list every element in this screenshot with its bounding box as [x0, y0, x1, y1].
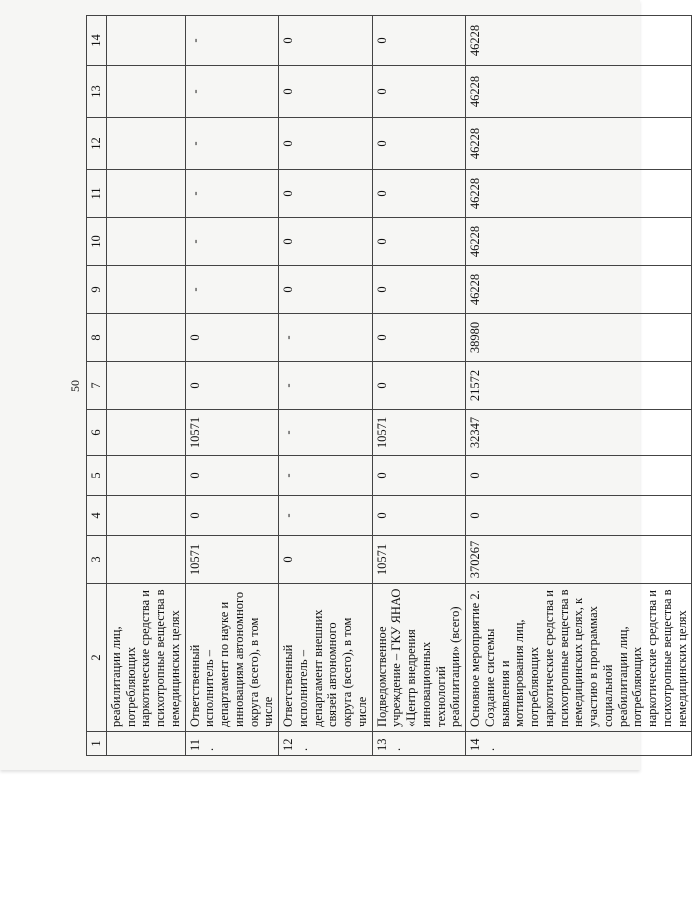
table-row: [466, 16, 692, 756]
table-cell: 0: [185, 496, 279, 536]
table-cell: 10571: [372, 536, 466, 584]
table-cell: 0: [372, 118, 466, 170]
table-cell: 0: [372, 314, 466, 362]
table-cell: 0: [185, 362, 279, 410]
row-name: реабилитации лиц, потребляющих наркотические средства и психотропные вещества в немедицинских целях: [106, 584, 185, 732]
table-cell: 0: [279, 118, 373, 170]
table-cell: [106, 16, 185, 66]
table-cell: 0: [372, 266, 466, 314]
col-header: 7: [87, 362, 107, 410]
table-cell: -: [279, 496, 373, 536]
table-cell: 38980: [466, 314, 692, 362]
table-cell: 0: [279, 536, 373, 584]
table-cell: 46228: [466, 266, 692, 314]
table-cell: 0: [185, 456, 279, 496]
table-row: [185, 16, 279, 756]
table-cell: 370267: [466, 536, 692, 584]
table-cell: 32347: [466, 410, 692, 456]
table-cell: -: [185, 66, 279, 118]
col-header: 10: [87, 218, 107, 266]
table-row: [106, 16, 185, 756]
table-cell: [106, 496, 185, 536]
table-row: [372, 16, 466, 756]
table-cell: -: [185, 218, 279, 266]
table-cell: [106, 266, 185, 314]
table-cell: 0: [279, 170, 373, 218]
table-cell: 0: [279, 218, 373, 266]
table-cell: [106, 170, 185, 218]
table-cell: -: [185, 118, 279, 170]
table-cell: [106, 218, 185, 266]
table-cell: 0: [185, 314, 279, 362]
table-cell: 0: [279, 66, 373, 118]
budget-table: [86, 15, 692, 756]
table-cell: [106, 66, 185, 118]
col-header: 5: [87, 456, 107, 496]
table-cell: [106, 536, 185, 584]
col-header: 2: [87, 584, 107, 732]
table-cell: 0: [372, 66, 466, 118]
table-cell: 46228: [466, 66, 692, 118]
table-cell: [106, 456, 185, 496]
table-cell: 0: [466, 456, 692, 496]
table-cell: 0: [372, 170, 466, 218]
table-cell: 21572: [466, 362, 692, 410]
table-cell: 46228: [466, 218, 692, 266]
row-name: Ответственный исполнитель – департамент внешних связей автономного округа (всего), в том числе: [279, 584, 373, 732]
col-header: 14: [87, 16, 107, 66]
row-name: Подведомственное учреждение – ГКУ ЯНАО «Центр внедрения инновационных технологий реабилитации» (всего): [372, 584, 466, 732]
table-cell: 0: [466, 496, 692, 536]
header-row: [87, 16, 107, 756]
col-header: 8: [87, 314, 107, 362]
table-cell: 0: [372, 218, 466, 266]
table-cell: 0: [279, 16, 373, 66]
row-number: 14.: [466, 732, 692, 756]
table-cell: 46228: [466, 170, 692, 218]
table-cell: -: [279, 456, 373, 496]
table-cell: [106, 362, 185, 410]
rotated-page: [52, 16, 689, 756]
row-number: [106, 732, 185, 756]
col-header: 11: [87, 170, 107, 218]
row-name: Ответственный исполнитель – департамент по науке и инновациям автономного округа (всего), в том числе: [185, 584, 279, 732]
table-row: [279, 16, 373, 756]
col-header: 6: [87, 410, 107, 456]
table-cell: -: [185, 16, 279, 66]
table-cell: -: [279, 362, 373, 410]
row-name: Основное мероприятие 2. Создание системы выявления и мотивирования лиц, потребляющих наркотические средства и психотропные вещества в немедицинских целях, к участию в программах социальной реабилитации лиц, потребляющих наркотические средства и психотропные вещества в немедицинских целях: [466, 584, 692, 732]
col-header: 4: [87, 496, 107, 536]
col-header: 13: [87, 66, 107, 118]
table-cell: [106, 410, 185, 456]
table-cell: 0: [372, 456, 466, 496]
table-cell: 10571: [185, 410, 279, 456]
row-number: 12.: [279, 732, 373, 756]
row-number: 13.: [372, 732, 466, 756]
table-cell: [106, 314, 185, 362]
table-cell: -: [279, 314, 373, 362]
row-number: 11.: [185, 732, 279, 756]
table-cell: 10571: [185, 536, 279, 584]
page-number: 50: [68, 380, 82, 392]
table-cell: -: [185, 266, 279, 314]
table-cell: -: [185, 170, 279, 218]
table-cell: 0: [279, 266, 373, 314]
col-header: 1: [87, 732, 107, 756]
table-cell: -: [279, 410, 373, 456]
table-cell: [106, 118, 185, 170]
col-header: 12: [87, 118, 107, 170]
table-cell: 46228: [466, 118, 692, 170]
table-cell: 0: [372, 362, 466, 410]
col-header: 9: [87, 266, 107, 314]
table-cell: 46228: [466, 16, 692, 66]
table-cell: 10571: [372, 410, 466, 456]
col-header: 3: [87, 536, 107, 584]
table-cell: 0: [372, 496, 466, 536]
table-cell: 0: [372, 16, 466, 66]
